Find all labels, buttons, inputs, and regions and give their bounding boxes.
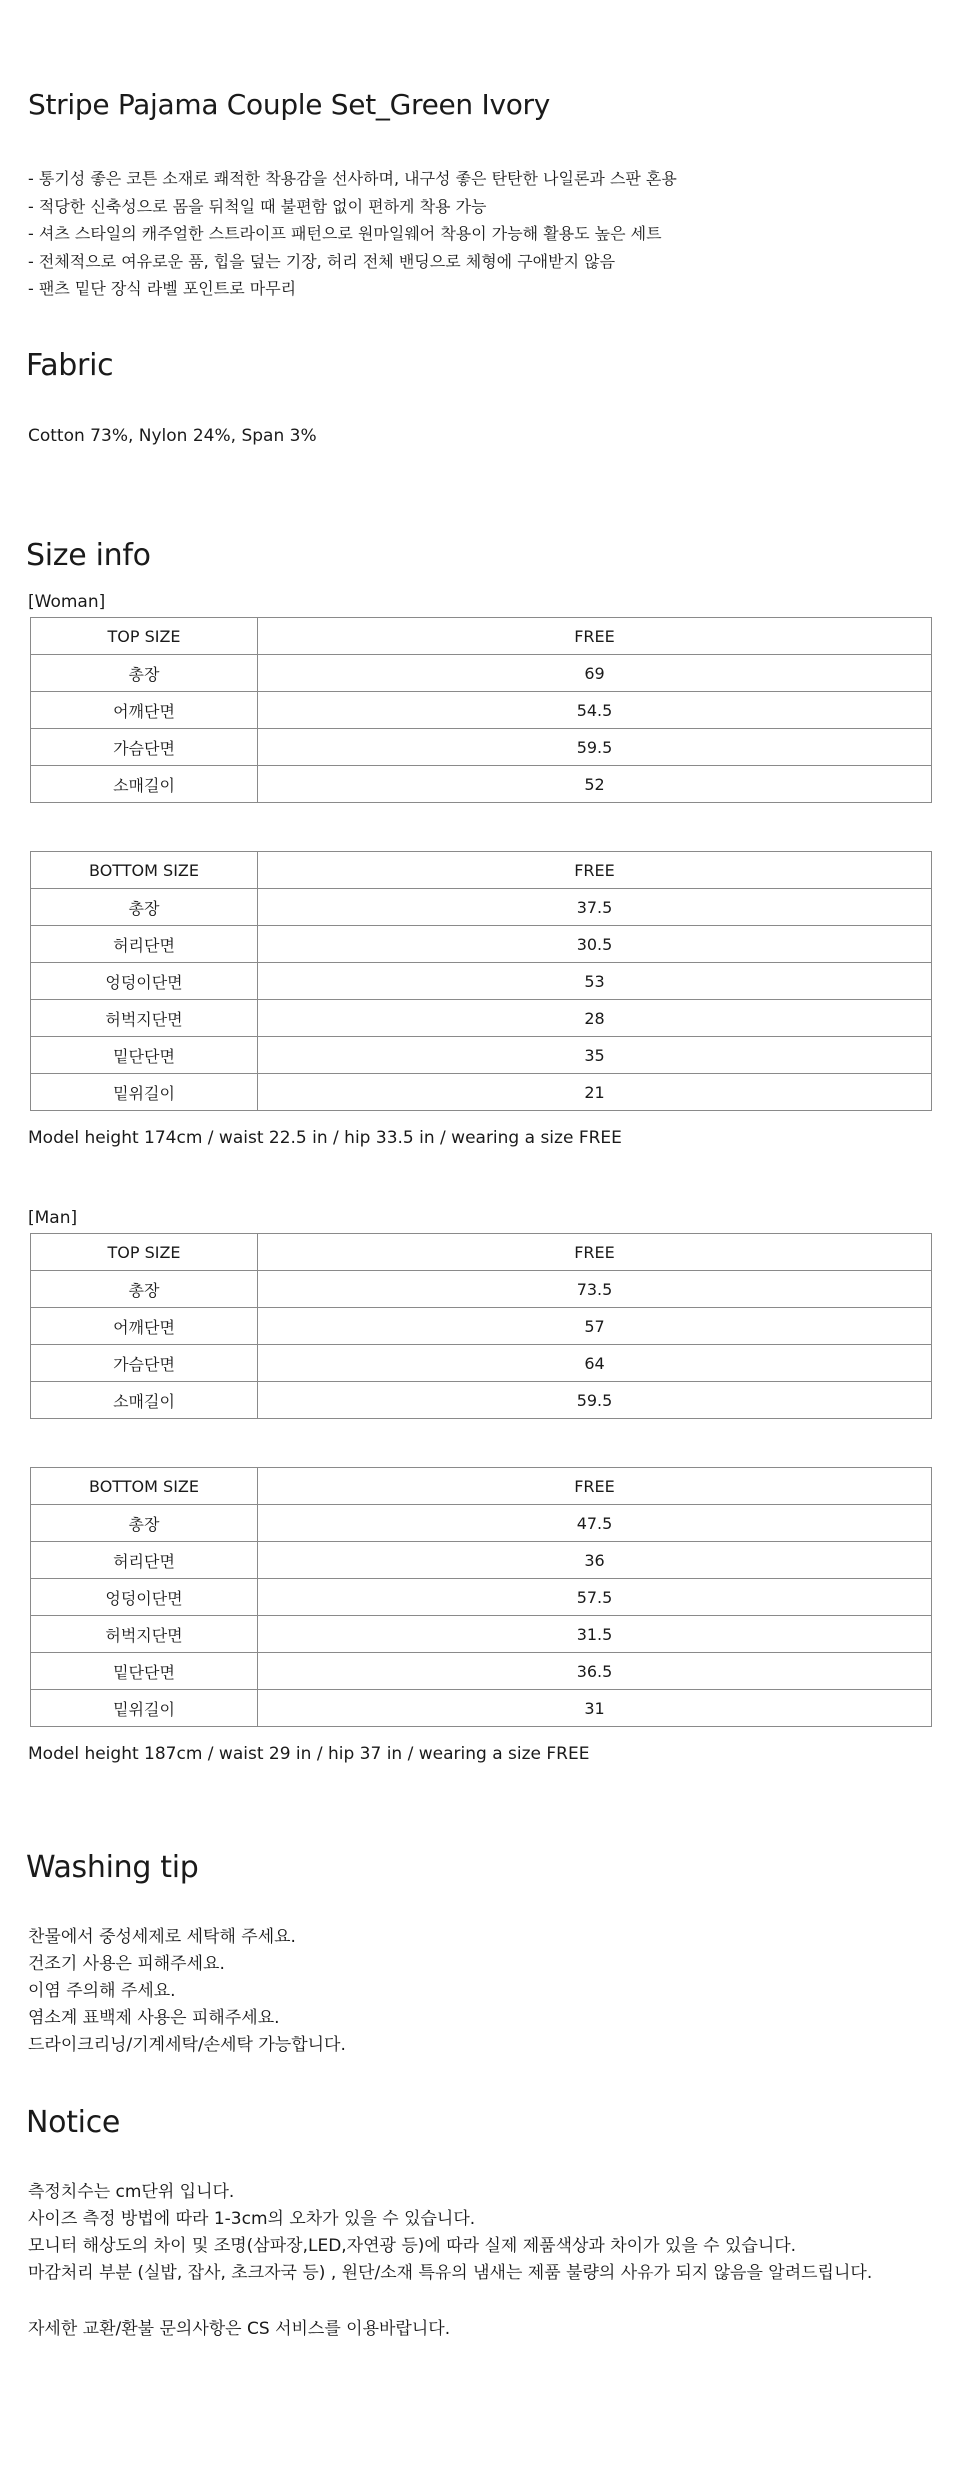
size-info-heading: Size info — [26, 538, 151, 573]
table-cell-value: 53 — [258, 963, 932, 1000]
table-cell-value: 31.5 — [258, 1616, 932, 1653]
woman-model-info: Model height 174cm / waist 22.5 in / hip 33.5 in / wearing a size FREE — [28, 1128, 622, 1148]
table-header-row — [31, 618, 932, 655]
table-row — [31, 729, 932, 766]
table-row — [31, 1271, 932, 1308]
notice-heading: Notice — [26, 2105, 121, 2140]
description-line: - 적당한 신축성으로 몸을 뒤척일 때 불편함 없이 편하게 착용 가능 — [28, 196, 487, 216]
table-cell-label: 총장 — [31, 655, 258, 692]
table-row — [31, 1690, 932, 1727]
table-cell-label: 소매길이 — [31, 1382, 258, 1419]
man-bottom-size-table — [30, 1467, 932, 1727]
table-cell-value: 35 — [258, 1037, 932, 1074]
table-row — [31, 766, 932, 803]
table-cell-label: 소매길이 — [31, 766, 258, 803]
woman-label: [Woman] — [28, 592, 106, 612]
table-cell-label: 밑단단면 — [31, 1653, 258, 1690]
description-line: - 전체적으로 여유로운 품, 힙을 덮는 기장, 허리 전체 밴딩으로 체형에 구애받지 않음 — [28, 251, 616, 271]
table-cell-value: 57.5 — [258, 1579, 932, 1616]
table-row — [31, 926, 932, 963]
table-cell-label: 허벅지단면 — [31, 1616, 258, 1653]
table-header-cell: FREE — [258, 1234, 932, 1271]
table-row — [31, 963, 932, 1000]
table-row — [31, 1616, 932, 1653]
table-header-row — [31, 1468, 932, 1505]
table-cell-label: 어깨단면 — [31, 692, 258, 729]
table-cell-value: 36.5 — [258, 1653, 932, 1690]
table-row — [31, 692, 932, 729]
notice-line: 측정치수는 cm단위 입니다. — [28, 2182, 235, 2202]
woman-top-size-table — [30, 617, 932, 803]
table-cell-value: 28 — [258, 1000, 932, 1037]
table-cell-label: 허리단면 — [31, 1542, 258, 1579]
table-row — [31, 1505, 932, 1542]
table-cell-value: 36 — [258, 1542, 932, 1579]
table-cell-label: 엉덩이단면 — [31, 963, 258, 1000]
woman-bottom-size-table — [30, 851, 932, 1111]
table-header-row — [31, 852, 932, 889]
table-cell-label: 가슴단면 — [31, 729, 258, 766]
table-cell-label: 엉덩이단면 — [31, 1579, 258, 1616]
table-cell-label: 밑위길이 — [31, 1074, 258, 1111]
washing-tip-line: 이염 주의해 주세요. — [28, 1981, 176, 2001]
table-header-row — [31, 1234, 932, 1271]
product-title: Stripe Pajama Couple Set_Green Ivory — [28, 88, 551, 121]
table-cell-value: 64 — [258, 1345, 932, 1382]
table-row — [31, 1345, 932, 1382]
table-cell-value: 30.5 — [258, 926, 932, 963]
description-line: - 팬츠 밑단 장식 라벨 포인트로 마무리 — [28, 279, 297, 298]
notice-line: 모니터 해상도의 차이 및 조명(삼파장,LED,자연광 등)에 따라 실제 제품색상과 차이가 있을 수 있습니다. — [28, 2236, 797, 2256]
table-header-cell: TOP SIZE — [31, 1234, 258, 1271]
table-cell-value: 47.5 — [258, 1505, 932, 1542]
table-header-cell: FREE — [258, 1468, 932, 1505]
table-header-cell: BOTTOM SIZE — [31, 852, 258, 889]
table-row — [31, 1653, 932, 1690]
table-cell-value: 37.5 — [258, 889, 932, 926]
fabric-composition: Cotton 73%, Nylon 24%, Span 3% — [28, 426, 317, 446]
table-cell-value: 54.5 — [258, 692, 932, 729]
table-header-cell: FREE — [258, 618, 932, 655]
table-cell-value: 52 — [258, 766, 932, 803]
table-cell-label: 가슴단면 — [31, 1345, 258, 1382]
washing-tip-line: 드라이크리닝/기계세탁/손세탁 가능합니다. — [28, 2035, 346, 2055]
table-cell-value: 31 — [258, 1690, 932, 1727]
notice-line: 사이즈 측정 방법에 따라 1-3cm의 오차가 있을 수 있습니다. — [28, 2209, 476, 2229]
table-cell-value: 59.5 — [258, 1382, 932, 1419]
table-cell-label: 밑단단면 — [31, 1037, 258, 1074]
table-cell-value: 73.5 — [258, 1271, 932, 1308]
table-row — [31, 1037, 932, 1074]
washing-tip-line: 염소계 표백제 사용은 피해주세요. — [28, 2008, 280, 2028]
table-cell-label: 어깨단면 — [31, 1308, 258, 1345]
washing-tip-list — [28, 1924, 346, 2059]
table-cell-value: 59.5 — [258, 729, 932, 766]
man-model-info: Model height 187cm / waist 29 in / hip 37 in / wearing a size FREE — [28, 1744, 590, 1764]
table-cell-label: 총장 — [31, 1271, 258, 1308]
man-top-size-table — [30, 1233, 932, 1419]
description-line: - 셔츠 스타일의 캐주얼한 스트라이프 패턴으로 원마일웨어 착용이 가능해 활용도 높은 세트 — [28, 224, 662, 243]
washing-tip-line: 찬물에서 중성세제로 세탁해 주세요. — [28, 1927, 296, 1947]
description-line: - 통기성 좋은 코튼 소재로 쾌적한 착용감을 선사하며, 내구성 좋은 탄탄한 나일론과 스판 혼용 — [28, 169, 677, 188]
table-row — [31, 1382, 932, 1419]
washing-tip-heading: Washing tip — [26, 1850, 199, 1885]
washing-tip-line: 건조기 사용은 피해주세요. — [28, 1954, 225, 1974]
table-cell-label: 밑위길이 — [31, 1690, 258, 1727]
table-cell-value: 21 — [258, 1074, 932, 1111]
table-row — [31, 1308, 932, 1345]
notice-list — [28, 2179, 872, 2287]
table-header-cell: FREE — [258, 852, 932, 889]
man-label: [Man] — [28, 1208, 78, 1228]
product-description — [28, 165, 677, 303]
table-header-cell: BOTTOM SIZE — [31, 1468, 258, 1505]
table-cell-label: 허리단면 — [31, 926, 258, 963]
table-header-cell: TOP SIZE — [31, 618, 258, 655]
fabric-heading: Fabric — [26, 348, 114, 383]
notice-footer: 자세한 교환/환불 문의사항은 CS 서비스를 이용바랍니다. — [28, 2319, 451, 2339]
table-cell-value: 69 — [258, 655, 932, 692]
table-row — [31, 1074, 932, 1111]
table-cell-label: 허벅지단면 — [31, 1000, 258, 1037]
table-row — [31, 889, 932, 926]
table-row — [31, 1579, 932, 1616]
table-row — [31, 1542, 932, 1579]
table-cell-label: 총장 — [31, 889, 258, 926]
table-cell-label: 총장 — [31, 1505, 258, 1542]
table-row — [31, 655, 932, 692]
table-cell-value: 57 — [258, 1308, 932, 1345]
notice-line: 마감처리 부분 (실밥, 잡사, 초크자국 등) , 원단/소재 특유의 냄새는 제품 불량의 사유가 되지 않음을 알려드립니다. — [28, 2263, 873, 2283]
table-row — [31, 1000, 932, 1037]
